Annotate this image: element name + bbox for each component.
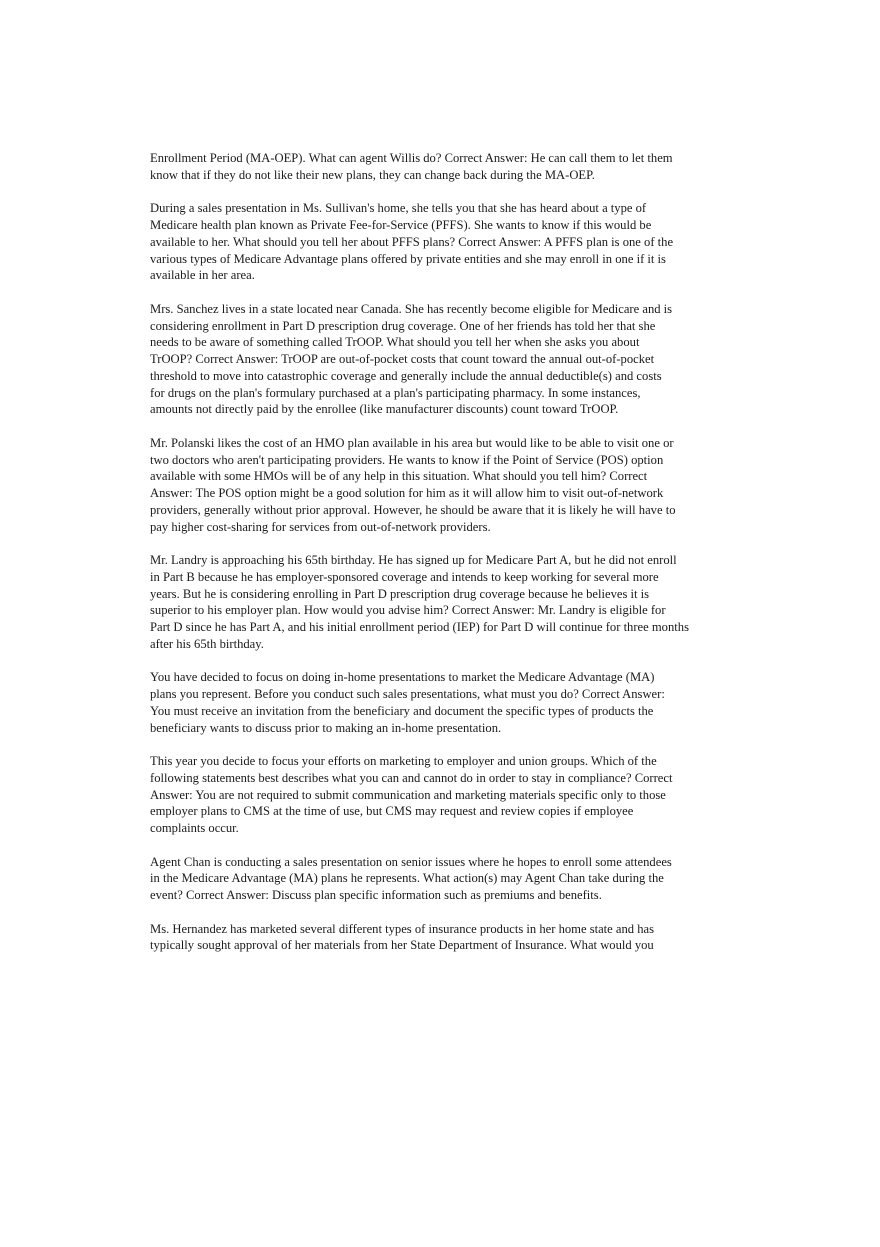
paragraph-pos-option [150, 435, 740, 536]
text-line: Enrollment Period (MA-OEP). What can agent Willis do? Correct Answer: He can call them to let them [150, 151, 673, 165]
text-line: in Part B because he has employer-sponsored coverage and intends to keep working for several more [150, 569, 659, 584]
paragraph-ms-hernandez [150, 921, 740, 955]
text-line: Mr. Polanski likes the cost of an HMO plan available in his area but would like to be able to visit one or [150, 435, 674, 450]
text-line: You must receive an invitation from the beneficiary and document the specific types of products the [150, 703, 654, 718]
text-line: threshold to move into catastrophic coverage and generally include the annual deductible(s) and costs [150, 368, 662, 383]
text-line: Ms. Hernandez has marketed several different types of insurance products in her home state and has [150, 921, 655, 936]
text-line: Part D since he has Part A, and his initial enrollment period (IEP) for Part D will continue for three months [150, 620, 689, 634]
text-line: two doctors who aren't participating providers. He wants to know if the Point of Service (POS) option [150, 452, 664, 467]
text-line: Mrs. Sanchez lives in a state located near Canada. She has recently become eligible for Medicare and is [150, 301, 673, 316]
paragraph-in-home-presentation [150, 669, 740, 736]
text-line: for drugs on the plan's formulary purchased at a plan's participating pharmacy. In some instances, [150, 385, 641, 400]
text-line: typically sought approval of her materials from her State Department of Insurance. What would you [150, 938, 654, 953]
text-line: This year you decide to focus your efforts on marketing to employer and union groups. Which of the [150, 754, 657, 768]
text-line: TrOOP? Correct Answer: TrOOP are out-of-pocket costs that count toward the annual out-of-pocket [150, 352, 655, 366]
document-body [150, 150, 740, 971]
text-line: You have decided to focus on doing in-home presentations to market the Medicare Advantage (MA) [150, 670, 655, 685]
text-line: During a sales presentation in Ms. Sullivan's home, she tells you that she has heard about a type of [150, 201, 647, 216]
text-line: beneficiary wants to discuss prior to making an in-home presentation. [150, 720, 502, 735]
text-line: know that if they do not like their new plans, they can change back during the MA-OEP. [150, 167, 595, 182]
text-line: pay higher cost-sharing for services from out-of-network providers. [150, 519, 491, 534]
text-line: amounts not directly paid by the enrollee (like manufacturer discounts) count toward TrOOP. [150, 402, 619, 417]
text-line: superior to his employer plan. How would you advise him? Correct Answer: Mr. Landry is eligible for [150, 603, 666, 618]
text-line: in the Medicare Advantage (MA) plans he represents. What action(s) may Agent Chan take during the [150, 871, 664, 886]
text-line: Agent Chan is conducting a sales presentation on senior issues where he hopes to enroll some attendees [150, 854, 672, 869]
text-line: providers, generally without prior approval. However, he should be aware that it is likely he will have to [150, 502, 676, 517]
text-line: Answer: The POS option might be a good solution for him as it will allow him to visit out-of-network [150, 486, 664, 500]
text-line: Mr. Landry is approaching his 65th birthday. He has signed up for Medicare Part A, but he did not enroll [150, 553, 677, 567]
paragraph-troop [150, 301, 740, 418]
paragraph-agent-willis [150, 150, 740, 184]
text-line: considering enrollment in Part D prescription drug coverage. One of her friends has told her that she [150, 318, 656, 333]
text-line: Answer: You are not required to submit communication and marketing materials specific only to those [150, 787, 666, 802]
text-line: plans you represent. Before you conduct such sales presentations, what must you do? Correct Answer: [150, 687, 665, 701]
text-line: years. But he is considering enrolling in Part D prescription drug coverage because he believes it is [150, 586, 650, 601]
text-line: available in her area. [150, 268, 255, 283]
paragraph-employer-groups [150, 753, 740, 837]
text-line: event? Correct Answer: Discuss plan specific information such as premiums and benefits. [150, 888, 602, 902]
text-line: complaints occur. [150, 821, 239, 835]
text-line: Medicare health plan known as Private Fee-for-Service (PFFS). She wants to know if this would be [150, 218, 652, 232]
paragraph-pffs [150, 200, 740, 284]
text-line: available with some HMOs will be of any help in this situation. What should you tell him? Correct [150, 469, 648, 484]
text-line: needs to be aware of something called TrOOP. What should you tell her when she asks you about [150, 335, 640, 350]
text-line: following statements best describes what you can and cannot do in order to stay in compliance? Correct [150, 770, 673, 785]
text-line: available to her. What should you tell her about PFFS plans? Correct Answer: A PFFS plan is one of the [150, 234, 674, 249]
paragraph-agent-chan [150, 854, 740, 904]
paragraph-part-d-iep [150, 552, 740, 653]
text-line: employer plans to CMS at the time of use, but CMS may request and review copies if employee [150, 804, 634, 819]
text-line: various types of Medicare Advantage plans offered by private entities and she may enroll in one if it is [150, 251, 666, 266]
text-line: after his 65th birthday. [150, 636, 264, 651]
